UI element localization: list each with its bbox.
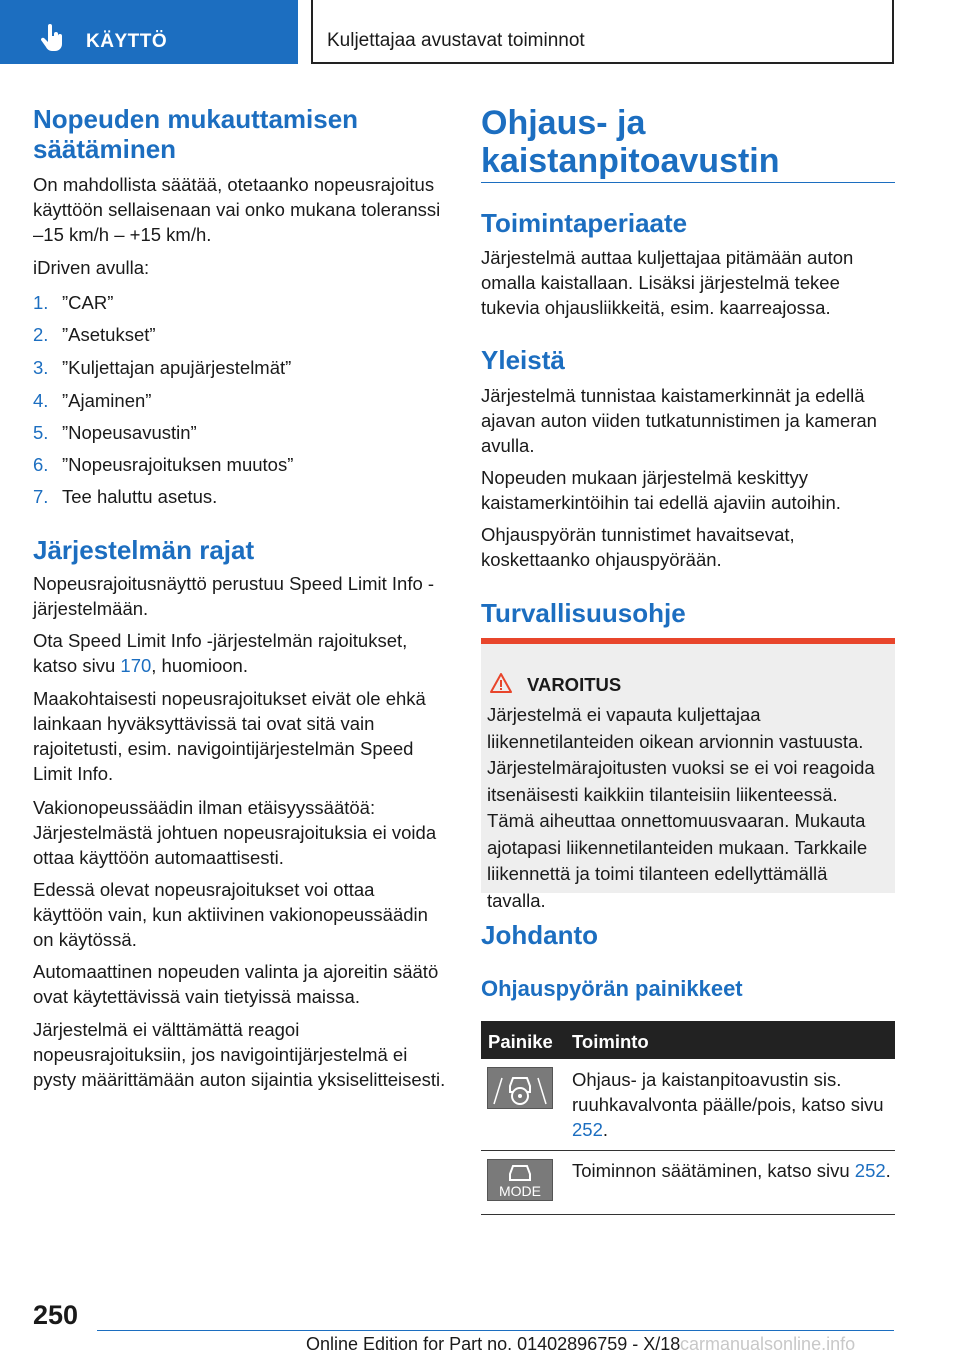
heading-rule xyxy=(481,182,895,183)
heading-principle: Toimintaperiaate xyxy=(481,208,688,238)
list-item: 1. ”CAR” xyxy=(33,292,114,313)
chapter-tab[interactable] xyxy=(0,0,298,64)
column-header-button: Painike xyxy=(488,1031,553,1052)
paragraph: iDriven avulla: xyxy=(33,257,150,278)
heading-intro: Johdanto xyxy=(481,920,598,950)
mode-button-icon xyxy=(487,1159,553,1201)
list-item: 3. ”Kuljettajan apujärjestelmät” xyxy=(33,357,292,378)
warning-box xyxy=(481,638,895,911)
list-item: 2. ”Asetukset” xyxy=(33,324,156,345)
paragraph: Vakionopeussäädin ilman etäisyyssäätöä: Järjestelmästä johtuen nopeusrajoituksia ei voida ottaa käyttöön automaattisesti. xyxy=(33,797,437,868)
warning-title: VAROITUS xyxy=(527,674,622,695)
section-header xyxy=(311,0,894,64)
paragraph: Nopeusrajoitusnäyttö perustuu Speed Limit Info -järjestelmään. xyxy=(33,573,435,619)
list-item: 7. Tee haluttu asetus. xyxy=(33,486,218,507)
paragraph: Järjestelmä tunnistaa kaistamerkinnät ja edellä ajavan auton viiden tutkatunnistimen ja kameran avulla. xyxy=(481,385,877,456)
paragraph: Nopeuden mukaan järjestelmä keskittyy kaistamerkintöihin tai edellä ajaviin autoihin. xyxy=(481,467,841,513)
paragraph: Ohjauspyörän tunnistimet havaitsevat, koskettaanko ohjauspyörään. xyxy=(481,524,795,570)
page-link-170[interactable]: 170 xyxy=(120,655,152,676)
table-row xyxy=(481,1059,895,1151)
paragraph: Järjestelmä ei välttämättä reagoi nopeusrajoituksiin, jos navigointijärjestelmä ei pysty määrittämään auton sijaintia yksiselitteisesti. xyxy=(33,1019,446,1090)
paragraph: Järjestelmä auttaa kuljettajaa pitämään auton omalla kaistallaan. Lisäksi järjestelmä tekee tukevia ohjausliikkeitä, esim. kaarreajossa. xyxy=(481,247,854,318)
warning-triangle-icon xyxy=(489,672,513,694)
footer-edition: Online Edition for Part no. 01402896759 - X/18 xyxy=(306,1334,681,1354)
lane-assist-button-icon xyxy=(487,1067,553,1109)
heading-speed-adjust: Nopeuden mukauttamisen säätäminen xyxy=(33,104,359,164)
section-title: Kuljettajaa avustavat toiminnot xyxy=(327,30,585,51)
mode-label: MODE xyxy=(499,1183,541,1199)
footer-rule xyxy=(97,1330,894,1331)
list-item: 5. ”Nopeusavustin” xyxy=(33,422,197,443)
page-number: 250 xyxy=(33,1300,79,1330)
page-link-252[interactable]: 252 xyxy=(854,1160,886,1181)
heading-general: Yleistä xyxy=(481,345,565,375)
paragraph: On mahdollista säätää, otetaanko nopeusrajoitus käyttöön sellaisenaan vai onko mukana toleranssi –15 km/h – +15 km/h. xyxy=(33,174,441,245)
table-row xyxy=(481,1150,895,1215)
table-header xyxy=(481,1021,895,1059)
paragraph: Maakohtaisesti nopeusrajoitukset eivät ole ehkä lainkaan hyväksyttävissä tai ovat sitä vain rajoitetusti, esim. navigointijärjestelmän Speed Limit Info. xyxy=(33,688,426,784)
heading-system-limits: Järjestelmän rajat xyxy=(33,535,255,565)
list-item: 4. ”Ajaminen” xyxy=(33,390,152,411)
list-item: 6. ”Nopeusrajoituksen muutos” xyxy=(33,454,294,475)
row-description: Ohjaus- ja kaistanpitoavustin sis. ruuhkavalvonta päälle/pois, katso sivu 252. xyxy=(572,1069,884,1140)
heading-lane-assist: Ohjaus- ja kaistanpitoavustin xyxy=(481,104,780,180)
warning-text: Järjestelmä ei vapauta kuljettajaa liikennetilanteiden oikean arvionnin vastuusta. Järjestelmärajoitusten vuoksi se ei voi reagoida itsenäisesti kaikkiin tilanteisiin liikenteessä. Tämä aiheuttaa onnettomuusvaaran. Mukauta ajotapasi liikennetilanteiden mukaan. Tarkkaile liikennettä ja toimi tilanteen edellyttämällä tavalla. xyxy=(487,704,875,911)
chapter-tab-label: KÄYTTÖ xyxy=(86,31,168,52)
watermark: carmanualsonline.info xyxy=(680,1334,856,1354)
paragraph: Edessä olevat nopeusrajoitukset voi ottaa käyttöön vain, kun aktiivinen vakionopeussäädin on käytössä. xyxy=(33,879,428,950)
pointing-hand-icon xyxy=(40,24,66,52)
paragraph: Automaattinen nopeuden valinta ja ajoreitin säätö ovat käytettävissä vain tietyissä maissa. xyxy=(33,961,439,1007)
column-header-function: Toiminto xyxy=(572,1031,649,1052)
paragraph: Ota Speed Limit Info -järjestelmän rajoitukset, katso sivu 170, huomioon. xyxy=(33,630,408,676)
heading-steering-buttons: Ohjauspyörän painikkeet xyxy=(481,976,743,1001)
row-description: Toiminnon säätäminen, katso sivu 252. xyxy=(572,1160,891,1181)
heading-safety: Turvallisuusohje xyxy=(481,598,686,628)
page-link-252[interactable]: 252 xyxy=(572,1119,603,1140)
